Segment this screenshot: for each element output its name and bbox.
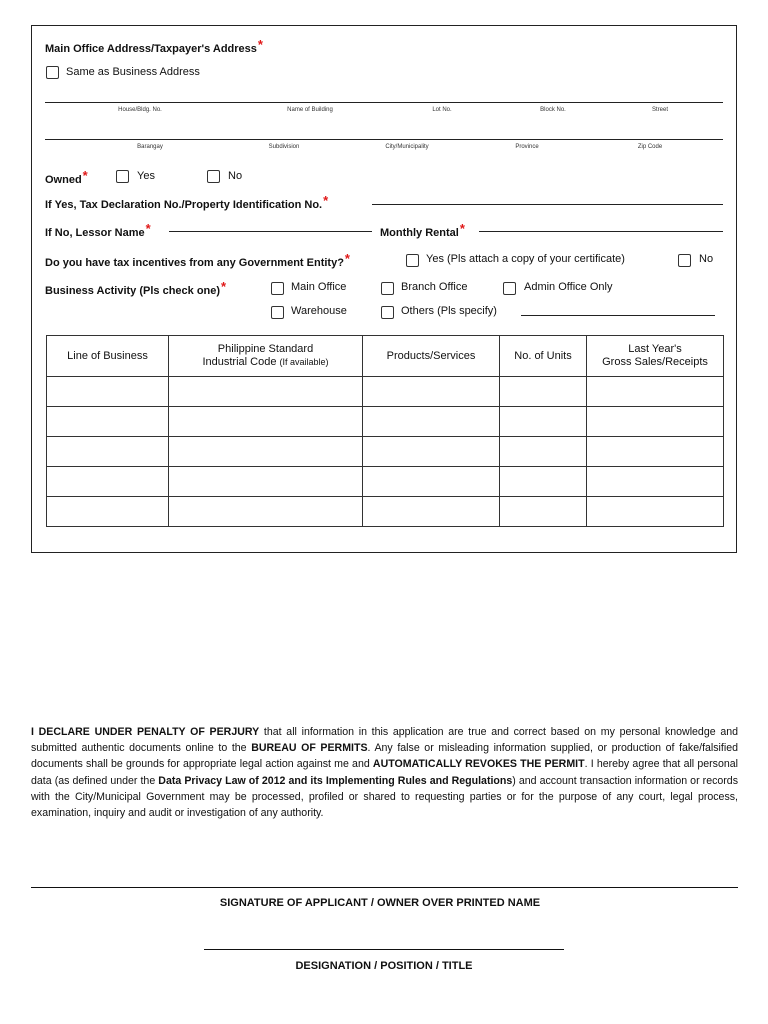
table-row (47, 497, 724, 527)
header-psic: Philippine Standard Industrial Code (If available) (169, 336, 363, 377)
table-cell[interactable] (169, 377, 363, 407)
branch-office-checkbox[interactable] (381, 282, 394, 295)
table-cell[interactable] (587, 407, 724, 437)
others-label: Others (Pls specify) (401, 305, 497, 317)
header-line-of-business: Line of Business (47, 336, 169, 377)
same-as-business-label: Same as Business Address (66, 66, 200, 78)
incentives-yes-checkbox[interactable] (406, 254, 419, 267)
owned-no-checkbox[interactable] (207, 170, 220, 183)
table-cell[interactable] (587, 437, 724, 467)
table-cell[interactable] (500, 467, 587, 497)
table-cell[interactable] (169, 497, 363, 527)
table-cell[interactable] (587, 467, 724, 497)
table-cell[interactable] (47, 437, 169, 467)
header-gross-sales: Last Year's Gross Sales/Receipts (587, 336, 724, 377)
incentives-label: Do you have tax incentives from any Government Entity?* (45, 251, 350, 269)
incentives-no-checkbox[interactable] (678, 254, 691, 267)
table-cell[interactable] (363, 377, 500, 407)
main-office-label: Main Office (291, 281, 347, 293)
table-cell[interactable] (169, 467, 363, 497)
lot-no-label: Lot No. (432, 107, 452, 113)
warehouse-label: Warehouse (291, 305, 347, 317)
table-cell[interactable] (169, 407, 363, 437)
designation-label: DESIGNATION / POSITION / TITLE (295, 960, 473, 972)
required-mark: * (257, 37, 263, 52)
address-line-2[interactable] (45, 139, 723, 140)
table-cell[interactable] (500, 497, 587, 527)
table-cell[interactable] (47, 377, 169, 407)
business-activity-label: Business Activity (Pls check one)* (45, 279, 227, 297)
header-products-services: Products/Services (363, 336, 500, 377)
perjury-declaration: I DECLARE UNDER PENALTY OF PERJURY that all information in this application are true and correct based on my personal knowledge and submitted authentic documents online to the BUREAU OF PERMITS. Any false or misleading information supplied, or production of fake/falsified documents shall be grounds for appropriate legal action against me and AUTOMATICALLY REVOKES THE PERMIT. I hereby agree that all personal data (as defined under the Data Privacy Law of 2012 and its Implementing Rules and Regulations) and account transaction information or records with the City/Municipal Government may be processed, profiled or shared to requesting parties or for the purpose of any court, legal process, examination, inquiry and audit or investigation of any authority. (31, 726, 738, 820)
monthly-rental-input[interactable] (479, 231, 723, 232)
monthly-rental-label: Monthly Rental* (380, 221, 465, 239)
others-checkbox[interactable] (381, 306, 394, 319)
table-row (47, 407, 724, 437)
table-cell[interactable] (587, 377, 724, 407)
owned-label: Owned* (45, 168, 88, 186)
table-cell[interactable] (363, 467, 500, 497)
designation-line[interactable] (204, 949, 564, 950)
table-row (47, 437, 724, 467)
lessor-name-label: If No, Lessor Name* (45, 221, 151, 239)
table-cell[interactable] (587, 497, 724, 527)
zip-code-label: Zip Code (637, 144, 663, 150)
table-row (47, 467, 724, 497)
table-cell[interactable] (500, 437, 587, 467)
table-cell[interactable] (47, 467, 169, 497)
table-cell[interactable] (47, 407, 169, 437)
owned-no-label: No (228, 170, 243, 182)
header-no-of-units: No. of Units (500, 336, 587, 377)
house-no-label: House/Bldg. No. (118, 107, 162, 113)
main-office-checkbox[interactable] (271, 282, 284, 295)
admin-office-label: Admin Office Only (524, 281, 613, 293)
table-cell[interactable] (363, 407, 500, 437)
signature-line[interactable] (31, 887, 738, 888)
table-cell[interactable] (169, 437, 363, 467)
block-no-label: Block No. (540, 107, 566, 113)
branch-office-label: Branch Office (401, 281, 468, 293)
line-of-business-table (46, 335, 724, 527)
incentives-no-label: No (699, 253, 714, 265)
table-row (47, 377, 724, 407)
tax-declaration-input[interactable] (372, 204, 723, 205)
subdivision-label: Subdivision (268, 144, 300, 150)
incentives-yes-label: Yes (Pls attach a copy of your certificate) (426, 253, 625, 265)
address-line-1[interactable] (45, 102, 723, 103)
lessor-name-input[interactable] (169, 231, 372, 232)
address-title: Main Office Address/Taxpayer's Address* (45, 37, 263, 55)
table-cell[interactable] (363, 437, 500, 467)
city-label: City/Municipality (385, 144, 429, 150)
table-cell[interactable] (363, 497, 500, 527)
table-cell[interactable] (500, 377, 587, 407)
others-specify-input[interactable] (521, 315, 715, 316)
table-cell[interactable] (500, 407, 587, 437)
same-as-business-checkbox[interactable] (46, 66, 59, 79)
signature-label: SIGNATURE OF APPLICANT / OWNER OVER PRINTED NAME (219, 897, 541, 909)
tax-declaration-label: If Yes, Tax Declaration No./Property Identification No.* (45, 193, 329, 211)
owned-yes-label: Yes (137, 170, 155, 182)
barangay-label: Barangay (137, 144, 163, 150)
warehouse-checkbox[interactable] (271, 306, 284, 319)
owned-yes-checkbox[interactable] (116, 170, 129, 183)
street-label: Street (651, 107, 669, 113)
admin-office-checkbox[interactable] (503, 282, 516, 295)
province-label: Province (515, 144, 539, 150)
table-cell[interactable] (47, 497, 169, 527)
building-name-label: Name of Building (287, 107, 333, 113)
